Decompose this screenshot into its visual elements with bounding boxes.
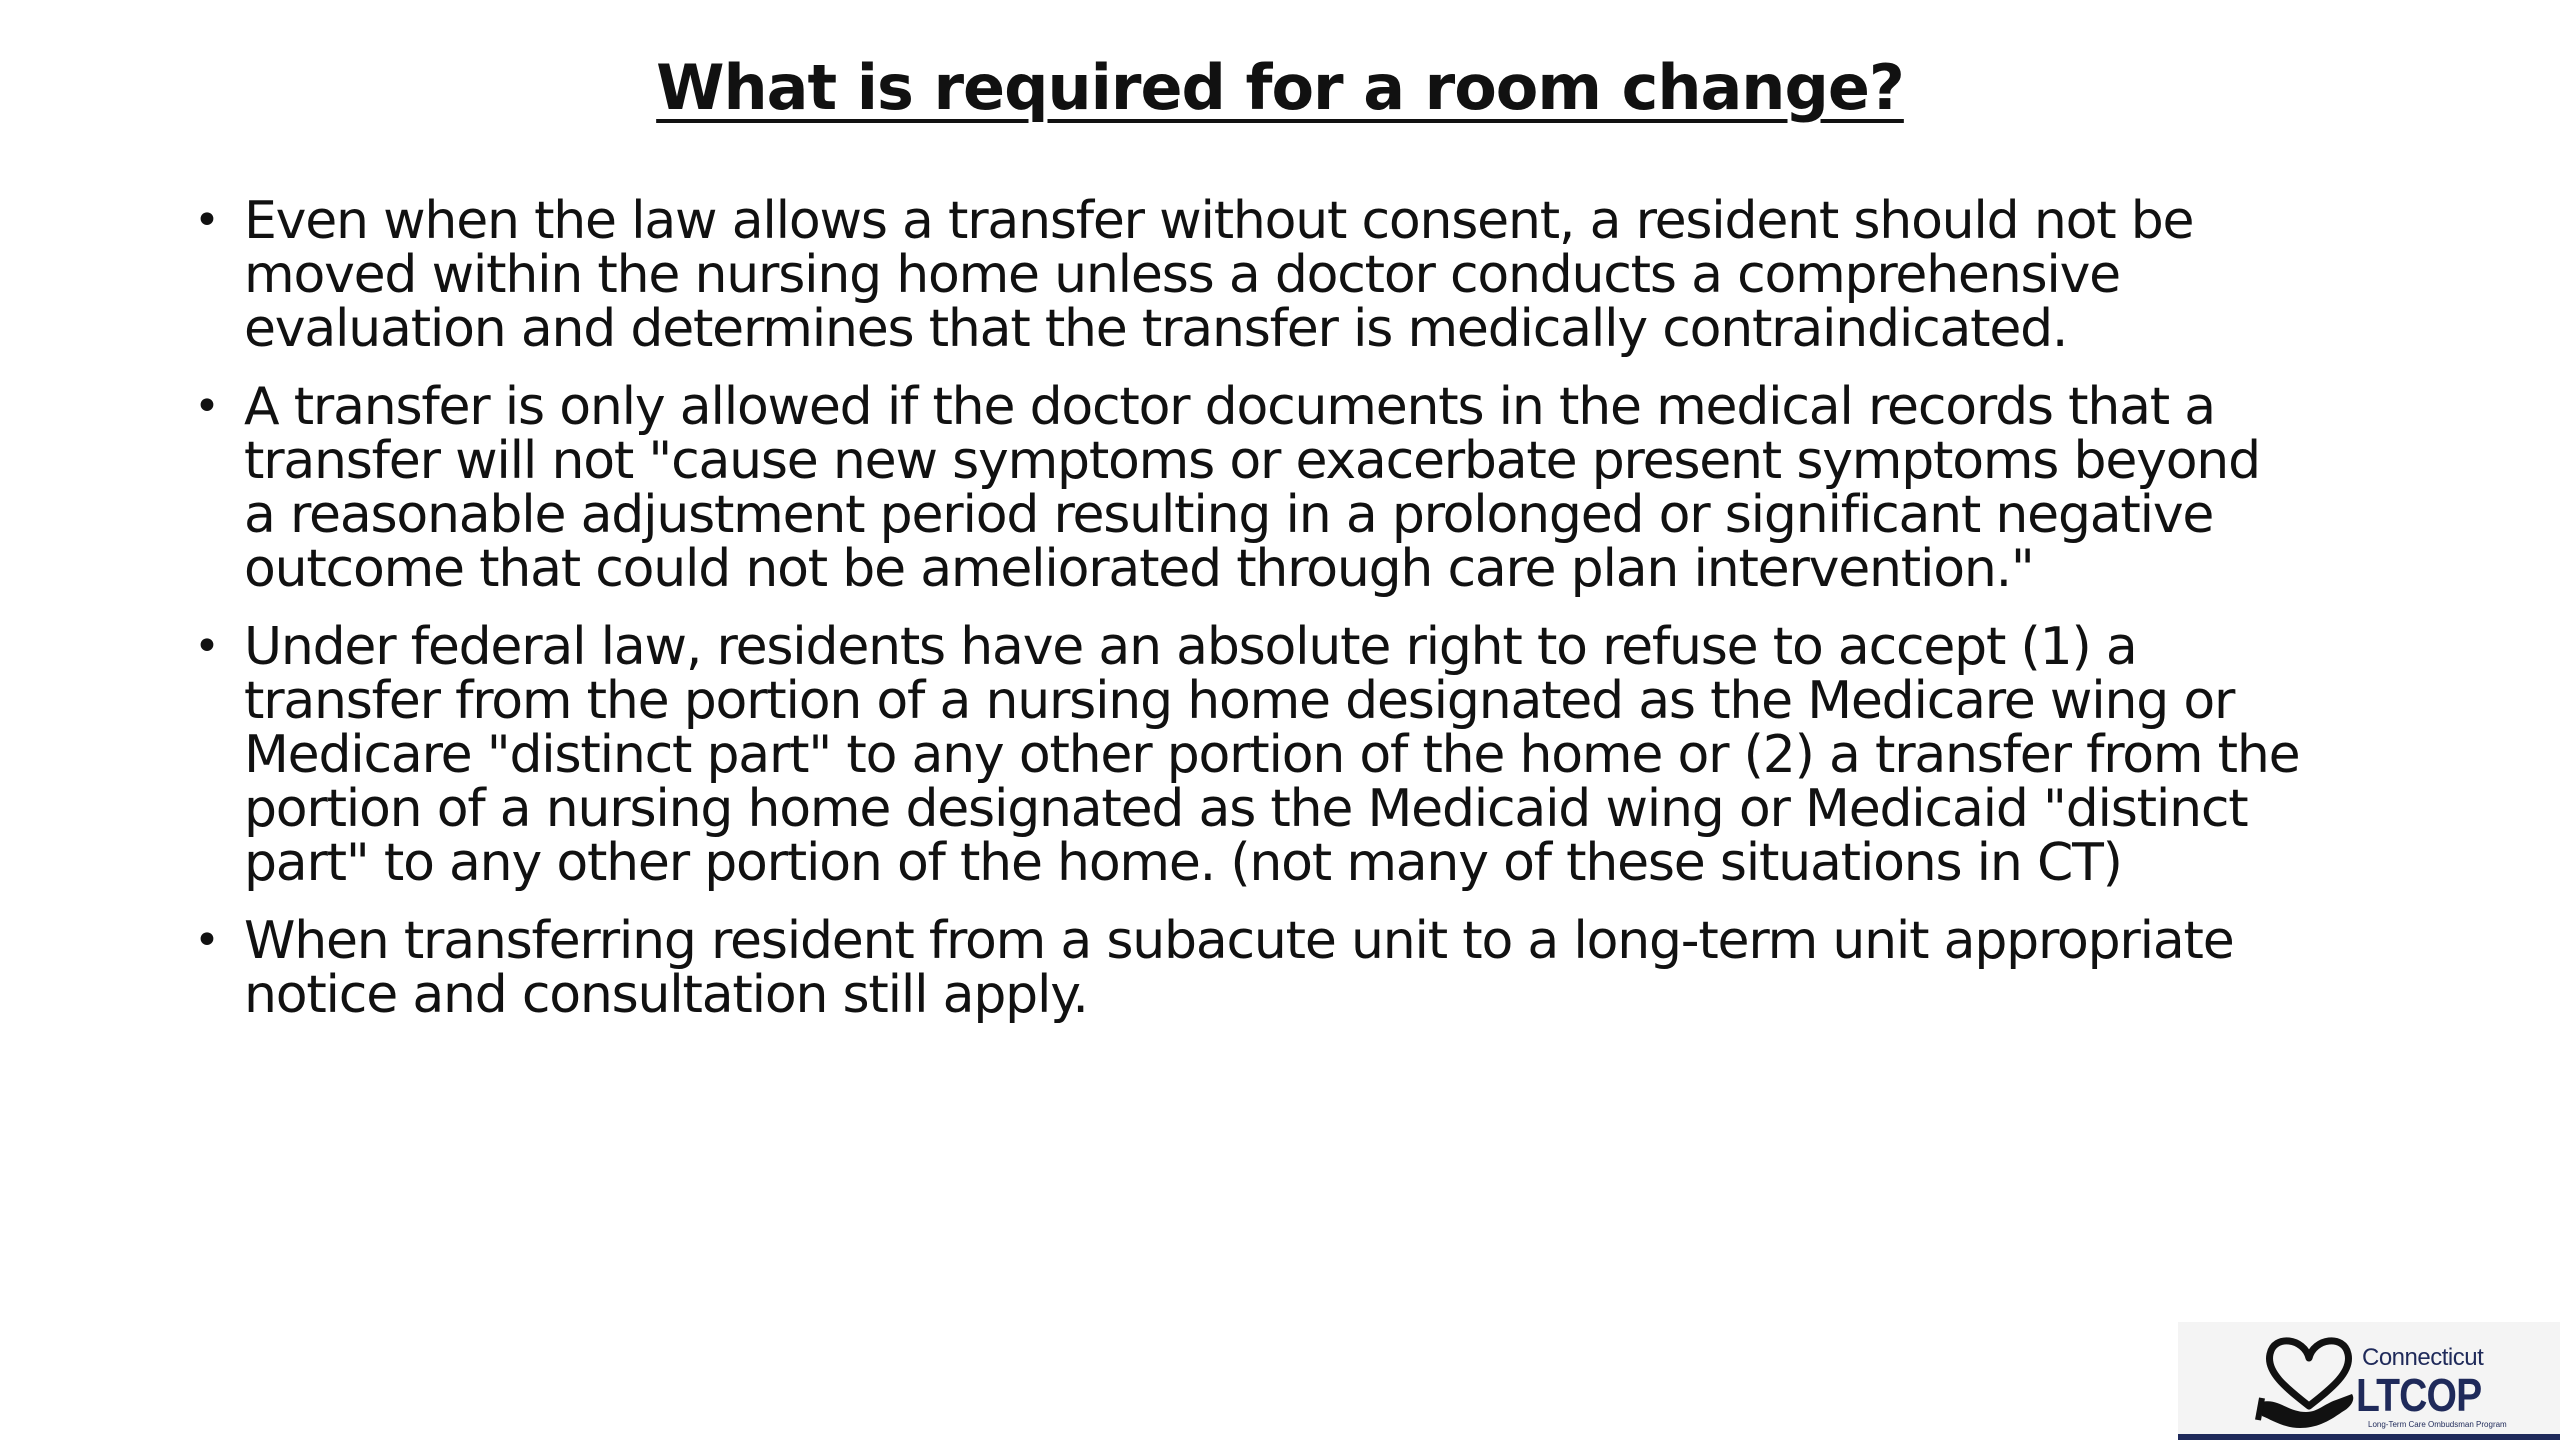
bullet-item	[190, 617, 2300, 893]
slide-title-text: What is required for a room change?	[656, 51, 1904, 124]
bullet-text: A transfer is only allowed if the doctor documents in the medical records that a transfer will not "cause new symptoms or exacerbate present symptoms beyond a reasonable adjustment period resulting in a prolonged or significant negative outcome that could not be ameliorated through care plan intervention."	[244, 377, 2260, 599]
bullet-marker: •	[194, 381, 219, 432]
bullet-item	[190, 911, 2300, 1025]
bullet-item	[190, 377, 2300, 599]
bullet-marker: •	[194, 621, 219, 672]
logo-state-text: Connecticut	[2362, 1344, 2484, 1371]
bullet-text: When transferring resident from a subacute unit to a long-term unit appropriate notice and consultation still apply.	[244, 911, 2234, 1025]
bullet-text: Under federal law, residents have an absolute right to refuse to accept (1) a transfer from the portion of a nursing home designated as the Medicare wing or Medicare "distinct part" to any other portion of the home or (2) a transfer from the portion of a nursing home designated as the Medicaid wing or Medicaid "distinct part" to any other portion of the home. (not many of these situations in CT)	[244, 617, 2300, 893]
bullet-item	[190, 191, 2300, 359]
slide-title	[0, 48, 2560, 128]
bullet-list	[190, 191, 2300, 1046]
bullet-text: Even when the law allows a transfer without consent, a resident should not be moved within the nursing home unless a doctor conducts a comprehensive evaluation and determines that the transfer is medically contraindicated.	[244, 191, 2194, 359]
bullet-marker: •	[194, 915, 219, 966]
ltcop-logo	[2178, 1322, 2560, 1440]
bullet-marker: •	[194, 195, 219, 246]
logo-acronym-text: LTCOP	[2356, 1369, 2482, 1421]
heart-hand-icon	[2254, 1328, 2364, 1432]
logo-tagline-text: Long-Term Care Ombudsman Program	[2368, 1420, 2507, 1429]
